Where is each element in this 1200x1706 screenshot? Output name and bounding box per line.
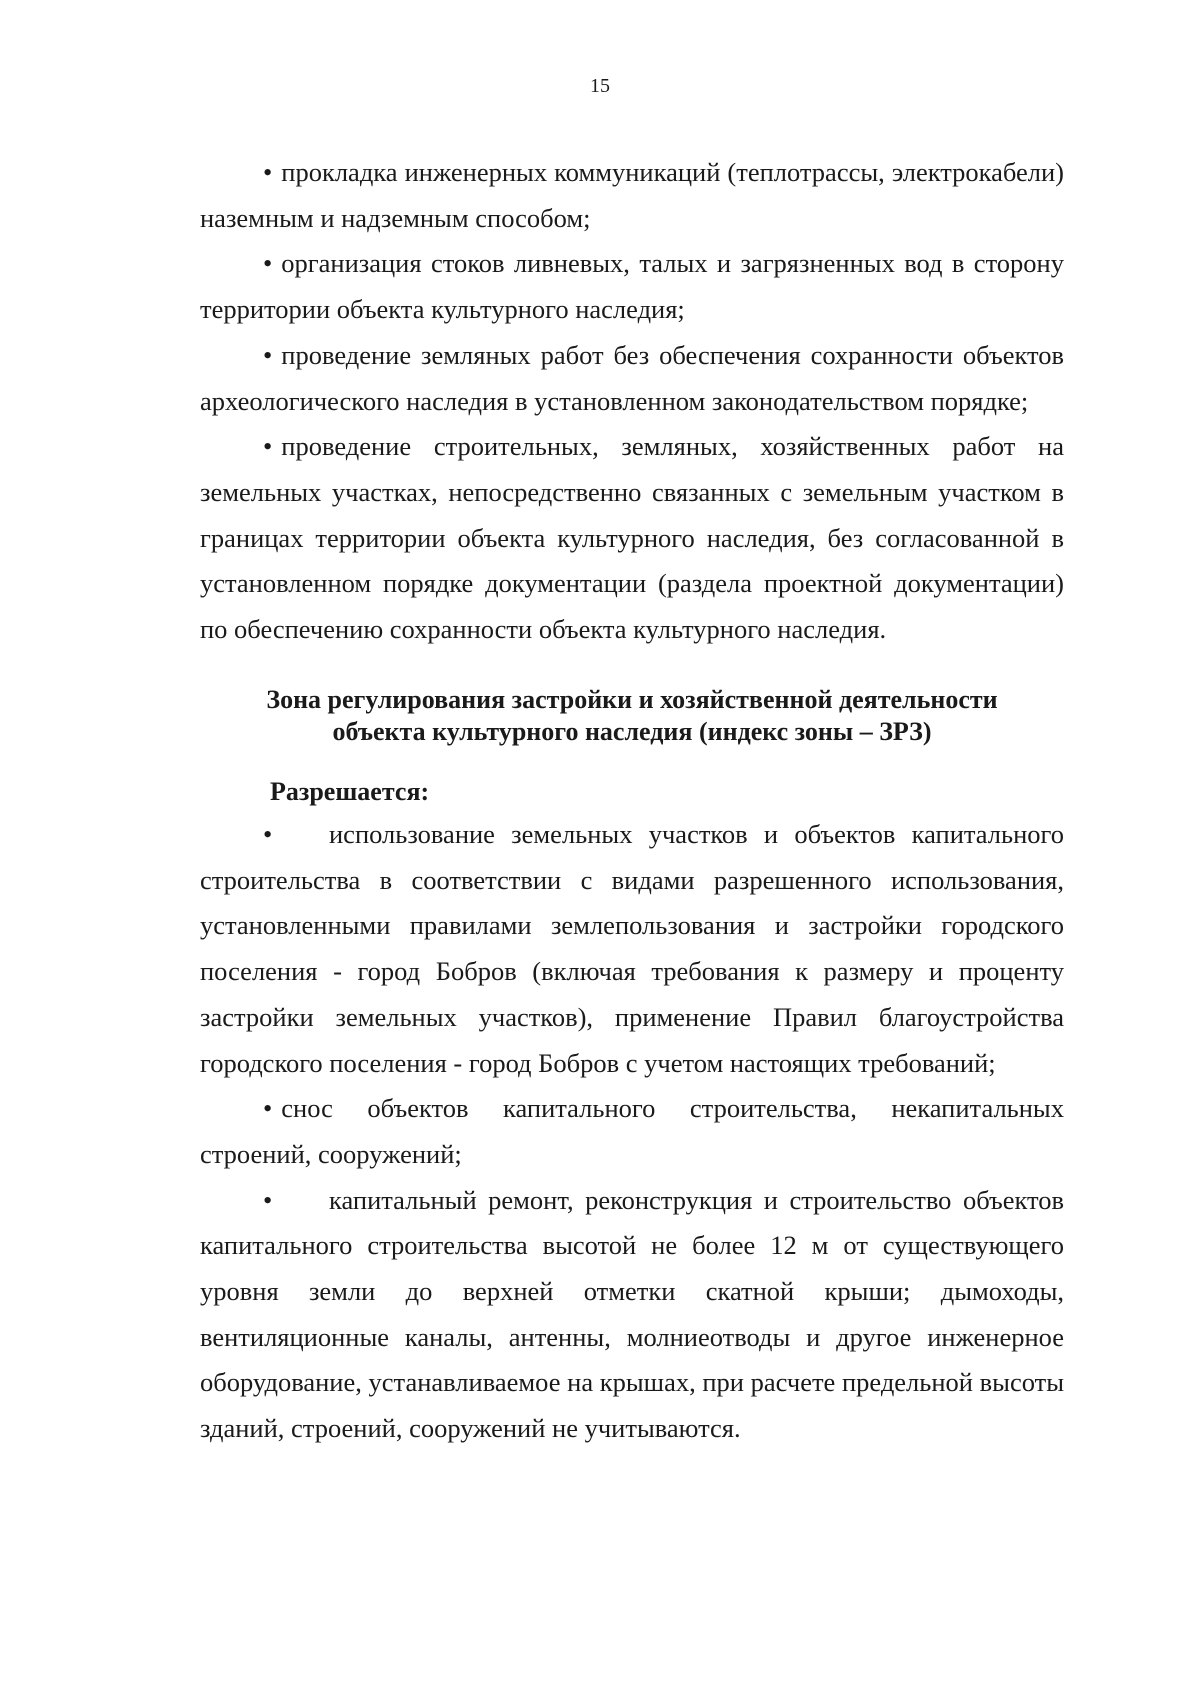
bullet-icon: • [263, 431, 273, 462]
section-heading-line: объекта культурного наследия (индекс зоны – ЗРЗ) [332, 717, 932, 746]
allowed-label: Разрешается: [270, 777, 430, 806]
list-item-text: проведение строительных, земляных, хозяйственных работ на земельных участках, непосредственно связанных с земельным участком в границах территории объекта культурного наследия, без согласованной в установленном порядке документации (раздела проектной документации) по обеспечению сохранности объекта культурного наследия. [200, 431, 1064, 645]
section-heading-line: Зона регулирования застройки и хозяйственной деятельности [266, 685, 998, 714]
list-item [200, 1086, 1064, 1177]
list-item-text: прокладка инженерных коммуникаций (теплотрассы, электрокабели) наземным и надземным способом; [200, 157, 1064, 233]
list-item-text: проведение земляных работ без обеспечения сохранности объектов археологического наследия в установленном законодательством порядке; [200, 339, 1064, 416]
bullet-icon: • [263, 157, 273, 187]
bullet-icon: • [263, 248, 273, 279]
list-item [200, 1178, 1064, 1452]
list-item [200, 241, 1064, 332]
bullet-icon: • [263, 339, 273, 370]
allowed-list [200, 812, 1064, 1452]
bullet-icon: • [263, 1184, 273, 1215]
list-item [200, 333, 1064, 424]
list-item-text: организация стоков ливневых, талых и загрязненных вод в сторону территории объекта культурного наследия; [200, 248, 1064, 325]
bullet-icon: • [263, 1093, 273, 1124]
section-heading [200, 684, 1064, 748]
bullet-icon: • [263, 819, 273, 849]
list-item [200, 812, 1064, 1086]
list-item-text: использование земельных участков и объектов капитального строительства в соответствии с видами разрешенного использования, установленными правилами землепользования и застройки городского поселения - город Бобров (включая требования к размеру и проценту застройки земельных участков), применение Правил благоустройства городского поселения - город Бобров с учетом настоящих требований; [200, 819, 1064, 1078]
list-item [200, 424, 1064, 653]
list-item-text: капитальный ремонт, реконструкция и строительство объектов капитального строительства высотой не более 12 м от существующего уровня земли до верхней отметки скатной крыши; дымоходы, вентиляционные каналы, антенны, молниеотводы и другое инженерное оборудование, устанавливаемое на крышах, при расчете предельной высоты зданий, строений, сооружений не учитываются. [200, 1184, 1064, 1444]
page-number: 15 [590, 75, 610, 97]
list-item-text: снос объектов капитального строительства, некапитальных строений, сооружений; [200, 1093, 1064, 1169]
restrictions-list [200, 150, 1064, 653]
list-item [200, 150, 1064, 241]
